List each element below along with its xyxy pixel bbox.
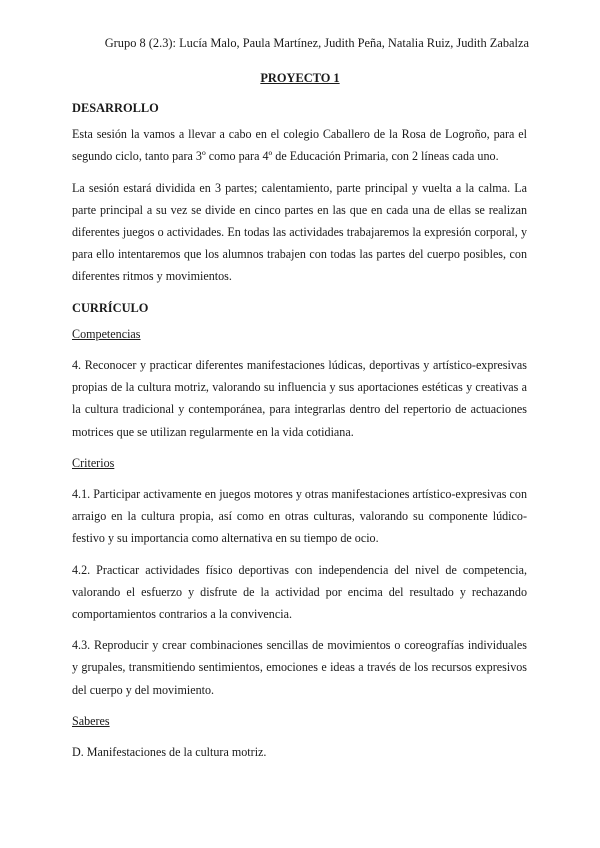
paragraph-saber-d: D. Manifestaciones de la cultura motriz. [72,745,267,760]
subheading-saberes: Saberes [72,713,110,728]
paragraph-criterio-4-1: 4.1. Participar activamente en juegos motores y otras manifestaciones artístico-expresivas con arraigo en la cultura propia, así como en otras culturas, valorando su componente lúdico-festivo y su importancia como alternativa en su tiempo de ocio. [72,487,527,546]
subheading-criterios: Criterios [72,455,115,470]
paragraph-desarrollo-1: Esta sesión la vamos a llevar a cabo en el colegio Caballero de la Rosa de Logroño, para el segundo ciclo, tanto para 3º como para 4º de Educación Primaria, con 2 líneas cada uno. [72,127,527,164]
document-body [72,97,527,763]
document-title: PROYECTO 1 [260,71,340,85]
paragraph-desarrollo-2: La sesión estará dividida en 3 partes; calentamiento, parte principal y vuelta a la calma. La parte principal a su vez se divide en cinco partes en las que en cada una de ellas se realizan diferentes juegos o actividades. En todas las actividades trabajaremos la expresión corporal, y para ello intentaremos que los alumnos trabajen con todas las partes del cuerpo posibles, con diferentes ritmos y movimientos. [72,180,527,284]
section-heading-curriculo: CURRÍCULO [72,300,149,315]
paragraph-criterio-4-3: 4.3. Reproducir y crear combinaciones sencillas de movimientos o coreografías individuales y grupales, transmitiendo sentimientos, emociones e ideas a través de los recursos expresivos del cuerpo y del movimiento. [72,638,527,697]
section-heading-desarrollo: DESARROLLO [72,101,159,115]
paragraph-competencia-4: 4. Reconocer y practicar diferentes manifestaciones lúdicas, deportivas y artístico-expresivas propias de la cultura motriz, valorando su influencia y sus aportaciones estéticas y creativas a la cultura tradicional y contemporánea, para integrarlas dentro del repertorio de actuaciones motrices que se utilizan regularmente en la vida cotidiana. [72,358,527,439]
page-header: Grupo 8 (2.3): Lucía Malo, Paula Martínez, Judith Peña, Natalia Ruiz, Judith Zabalza [104,36,529,50]
subheading-competencias: Competencias [72,326,141,341]
paragraph-criterio-4-2: 4.2. Practicar actividades físico deportivas con independencia del nivel de competencia, valorando el esfuerzo y disfrute de la actividad por encima del resultado y rechazando comportamientos contrarios a la convivencia. [72,562,527,622]
